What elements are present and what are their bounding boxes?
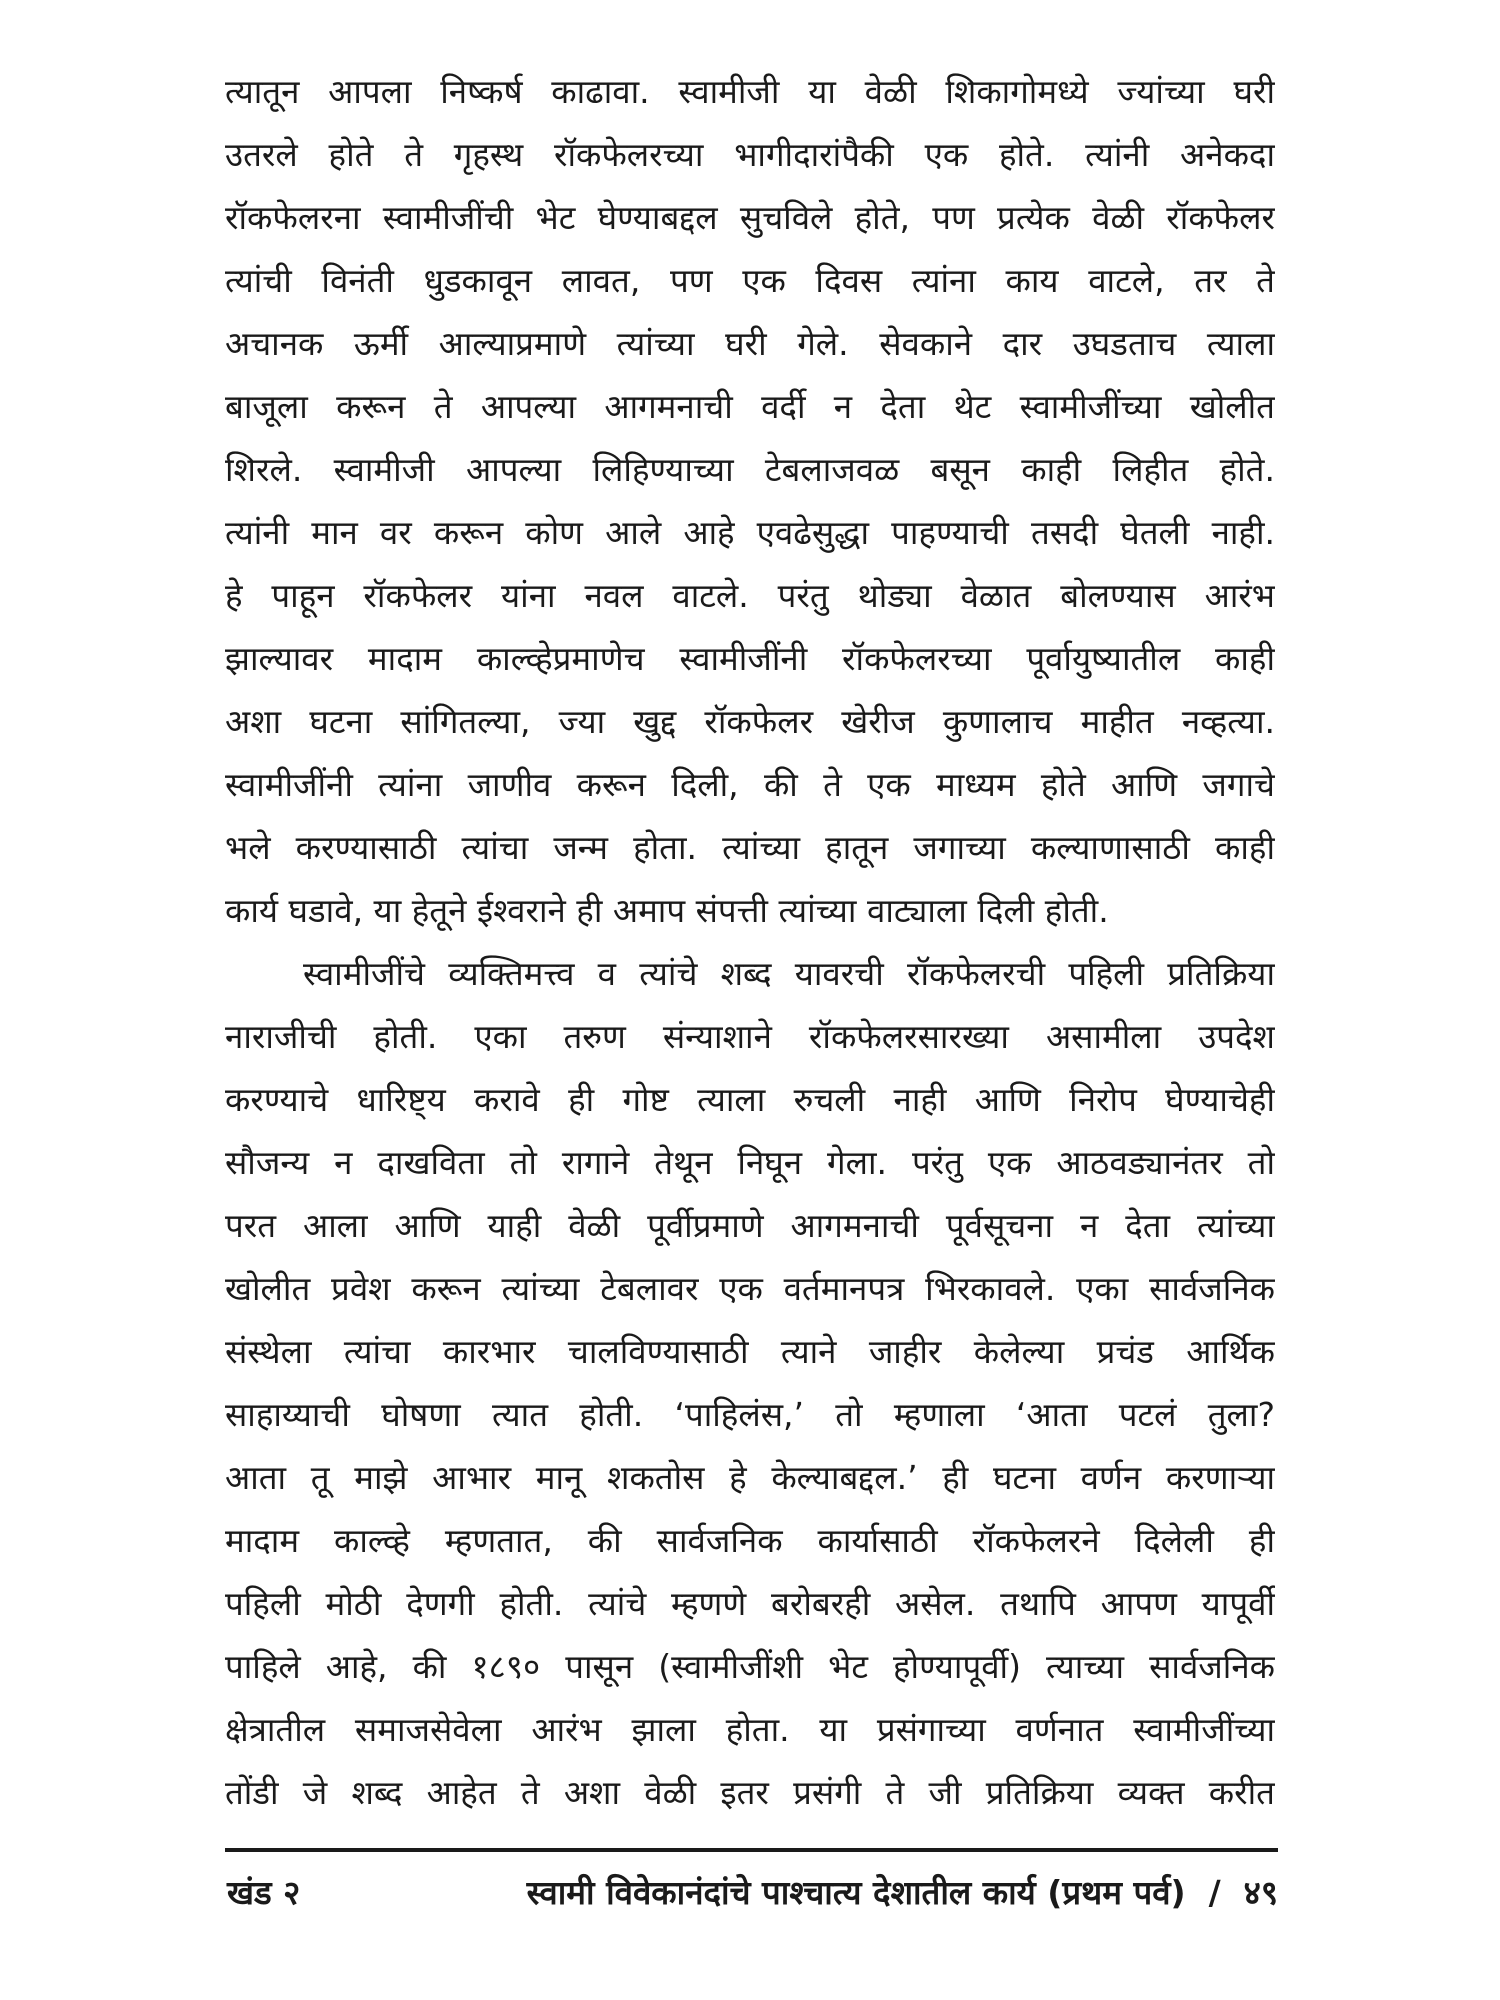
text-line: संस्थेला त्यांचा कारभार चालविण्यासाठी त्याने जाहीर केलेल्या प्रचंड आर्थिक: [225, 1332, 1275, 1371]
footer-title-group: [527, 1868, 1278, 1918]
text-line: बाजूला करून ते आपल्या आगमनाची वर्दी न देता थेट स्वामीजींच्या खोलीत: [225, 387, 1275, 426]
text-line: आता तू माझे आभार मानू शकतोस हे केल्याबद्दल.’ ही घटना वर्णन करणाऱ्या: [225, 1458, 1275, 1497]
text-line: झाल्यावर मादाम काल्व्हेप्रमाणेच स्वामीजींनी रॉकफेलरच्या पूर्वायुष्यातील काही: [225, 639, 1275, 678]
text-line: अशा घटना सांगितल्या, ज्या खुद्द रॉकफेलर खेरीज कुणालाच माहीत नव्हत्या.: [225, 702, 1275, 741]
text-line: स्वामीजींनी त्यांना जाणीव करून दिली, की ते एक माध्यम होते आणि जगाचे: [225, 765, 1275, 804]
text-line: स्वामीजींचे व्यक्तिमत्त्व व त्यांचे शब्द यावरची रॉकफेलरची पहिली प्रतिक्रिया: [303, 954, 1275, 993]
body-text: [225, 60, 1275, 1824]
text-line: अचानक ऊर्मी आल्याप्रमाणे त्यांच्या घरी गेले. सेवकाने दार उघडताच त्याला: [225, 324, 1275, 363]
text-line: क्षेत्रातील समाजसेवेला आरंभ झाला होता. या प्रसंगाच्या वर्णनात स्वामीजींच्या: [225, 1710, 1275, 1749]
text-line: पाहिले आहे, की १८९० पासून (स्वामीजींशी भेट होण्यापूर्वी) त्याच्या सार्वजनिक: [225, 1647, 1275, 1686]
text-line: तोंडी जे शब्द आहेत ते अशा वेळी इतर प्रसंगी ते जी प्रतिक्रिया व्यक्त करीत: [225, 1773, 1275, 1812]
text-line: पहिली मोठी देणगी होती. त्यांचे म्हणणे बरोबरही असेल. तथापि आपण यापूर्वी: [225, 1584, 1275, 1623]
page-footer: [225, 1868, 1278, 1918]
text-line: भले करण्यासाठी त्यांचा जन्म होता. त्यांच्या हातून जगाच्या कल्याणासाठी काही: [225, 828, 1275, 867]
text-line: करण्याचे धारिष्ट्य करावे ही गोष्ट त्याला रुचली नाही आणि निरोप घेण्याचेही: [225, 1080, 1275, 1119]
text-line: मादाम काल्व्हे म्हणतात, की सार्वजनिक कार्यासाठी रॉकफेलरने दिलेली ही: [225, 1521, 1275, 1560]
footer-rule: [225, 1848, 1278, 1852]
text-line: हे पाहून रॉकफेलर यांना नवल वाटले. परंतु थोड्या वेळात बोलण्यास आरंभ: [225, 576, 1275, 615]
text-line: रॉकफेलरना स्वामीजींची भेट घेण्याबद्दल सुचविले होते, पण प्रत्येक वेळी रॉकफेलर: [225, 198, 1275, 237]
text-line: नाराजीची होती. एका तरुण संन्याशाने रॉकफेलरसारख्या असामीला उपदेश: [225, 1017, 1275, 1056]
text-line: खोलीत प्रवेश करून त्यांच्या टेबलावर एक वर्तमानपत्र भिरकावले. एका सार्वजनिक: [225, 1269, 1275, 1308]
page-number: ४९: [1243, 1873, 1278, 1912]
text-line: त्यांची विनंती धुडकावून लावत, पण एक दिवस त्यांना काय वाटले, तर ते: [225, 261, 1275, 300]
text-line: कार्य घडावे, या हेतूने ईश्वराने ही अमाप संपत्ती त्यांच्या वाट्याला दिली होती.: [225, 891, 1109, 930]
footer-book-title: स्वामी विवेकानंदांचे पाश्चात्य देशातील कार्य (प्रथम पर्व): [526, 1873, 1186, 1912]
text-line: त्यातून आपला निष्कर्ष काढावा. स्वामीजी या वेळी शिकागोमध्ये ज्यांच्या घरी: [225, 72, 1275, 111]
text-line: उतरले होते ते गृहस्थ रॉकफेलरच्या भागीदारांपैकी एक होते. त्यांनी अनेकदा: [225, 135, 1275, 174]
text-line: त्यांनी मान वर करून कोण आले आहे एवढेसुद्धा पाहण्याची तसदी घेतली नाही.: [225, 513, 1275, 552]
text-line: शिरले. स्वामीजी आपल्या लिहिण्याच्या टेबलाजवळ बसून काही लिहीत होते.: [225, 450, 1275, 489]
footer-section: खंड २: [227, 1873, 301, 1912]
text-line: सौजन्य न दाखविता तो रागाने तेथून निघून गेला. परंतु एक आठवड्यानंतर तो: [225, 1143, 1275, 1182]
text-line: साहाय्याची घोषणा त्यात होती. ‘पाहिलंस,’ तो म्हणाला ‘आता पटलं तुला?: [225, 1395, 1275, 1434]
text-line: परत आला आणि याही वेळी पूर्वीप्रमाणे आगमनाची पूर्वसूचना न देता त्यांच्या: [225, 1206, 1275, 1245]
footer-separator: /: [1208, 1873, 1221, 1912]
